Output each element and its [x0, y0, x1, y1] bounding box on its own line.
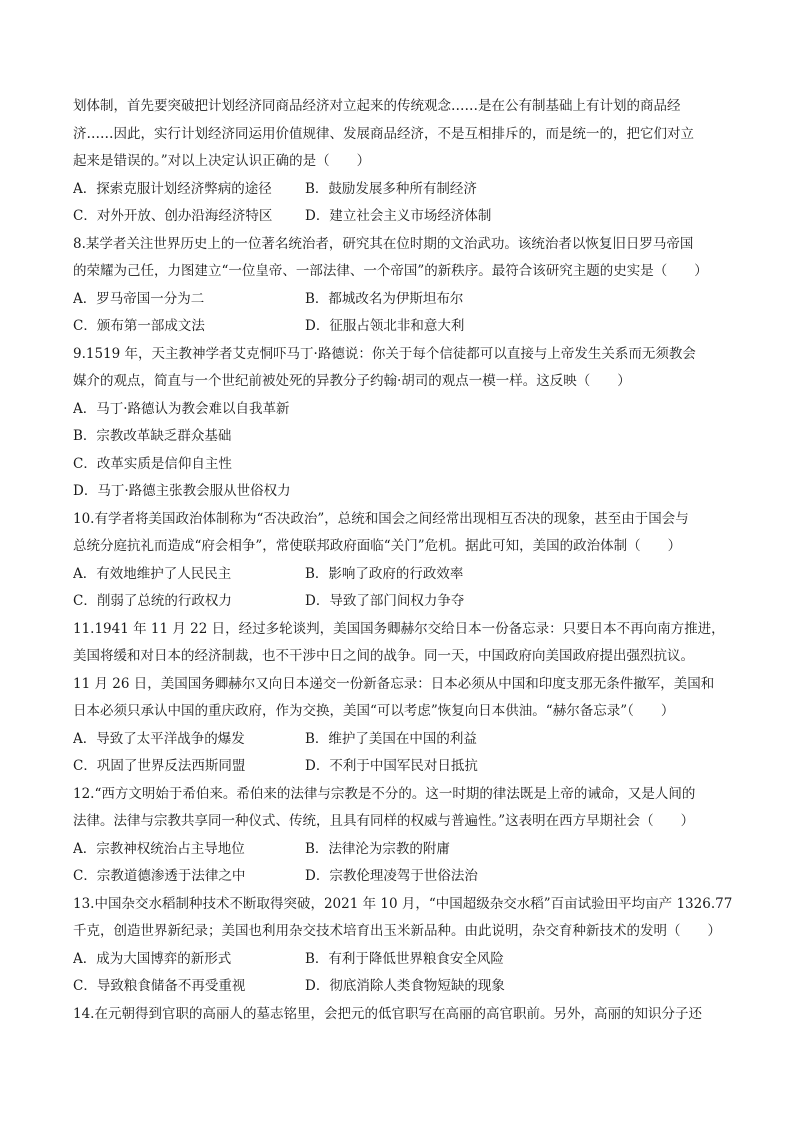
q12-option-d[interactable]: D．宗教伦理凌驾于世俗法治 — [305, 868, 478, 884]
q11-text-line-1: 11.1941 年 11 月 22 日，经过多轮谈判，美国国务卿赫尔交给日本一份备忘录：只要日本不再向南方推进， — [73, 621, 725, 637]
q13-option-d[interactable]: D．彻底消除人类食物短缺的现象 — [305, 978, 505, 994]
q11-option-c[interactable]: C．巩固了世界反法西斯同盟 — [73, 758, 246, 774]
q11-text-line-2: 美国将缓和对日本的经济制裁，也不干涉中日之间的战争。同一天，中国政府向美国政府提出强烈抗议。 — [73, 648, 694, 664]
q13-text-line-2: 千克，创造世界新纪录；美国也利用杂交技术培育出玉米新品种。由此说明，杂交育种新技术的发明（ ） — [73, 923, 721, 939]
q9-option-a[interactable]: A．马丁·路德认为教会难以自我革新 — [73, 401, 290, 417]
q9-option-d[interactable]: D．马丁·路德主张教会服从世俗权力 — [73, 483, 291, 499]
q8-option-a[interactable]: A．罗马帝国一分为二 — [73, 291, 205, 307]
q10-option-d[interactable]: D．导致了部门间权力争夺 — [305, 593, 465, 609]
q14-text-line-1: 14.在元朝得到官职的高丽人的墓志铭里，会把元的低官职写在高丽的高官职前。另外，高丽的知识分子还 — [73, 1006, 702, 1022]
q10-option-b[interactable]: B．影响了政府的行政效率 — [305, 566, 464, 582]
q7-option-a[interactable]: A．探索克服计划经济弊病的途径 — [73, 181, 272, 197]
q7-option-d[interactable]: D．建立社会主义市场经济体制 — [305, 208, 492, 224]
q8-option-d[interactable]: D．征服占领北非和意大利 — [305, 318, 465, 334]
q9-text-line-2: 媒介的观点，简直与一个世纪前被处死的异教分子约翰·胡司的观点一模一样。这反映（ ） — [73, 373, 631, 389]
q12-text-line-1: 12.“西方文明始于希伯来。希伯来的法律与宗教是不分的。这一时期的律法既是上帝的诫命，又是人间的 — [73, 786, 696, 802]
q11-option-d[interactable]: D．不利于中国军民对日抵抗 — [305, 758, 478, 774]
q7-text-line-1: 划体制，首先要突破把计划经济同商品经济对立起来的传统观念……是在公有制基础上有计划的商品经 — [73, 98, 681, 114]
q9-option-c[interactable]: C．改革实质是信仰自主性 — [73, 456, 232, 472]
q7-option-b[interactable]: B．鼓励发展多种所有制经济 — [305, 181, 477, 197]
q8-option-b[interactable]: B．都城改名为伊斯坦布尔 — [305, 291, 464, 307]
q11-text-line-3: 11 月 26 日，美国国务卿赫尔又向日本递交一份新备忘录：日本必须从中国和印度支那无条件撤军，美国和 — [73, 676, 715, 692]
q10-text-line-1: 10.有学者将美国政治体制称为“否决政治”，总统和国会之间经常出现相互否决的现象，甚至由于国会与 — [73, 511, 689, 527]
q9-option-b[interactable]: B．宗教改革缺乏群众基础 — [73, 428, 232, 444]
q13-option-a[interactable]: A．成为大国博弈的新形式 — [73, 951, 232, 967]
q11-option-a[interactable]: A．导致了太平洋战争的爆发 — [73, 731, 245, 747]
q7-option-c[interactable]: C．对外开放、创办沿海经济特区 — [73, 208, 273, 224]
q10-option-a[interactable]: A．有效地维护了人民民主 — [73, 566, 232, 582]
q10-text-line-2: 总统分庭抗礼而造成“府会相争”，常使联邦政府面临“关门”危机。据此可知，美国的政治体制（ ） — [73, 538, 682, 554]
q11-text-line-4: 日本必须只承认中国的重庆政府，作为交换，美国“可以考虑”恢复向日本供油。“赫尔备忘录”（ ） — [73, 703, 675, 719]
q9-text-line-1: 9.1519 年，天主教神学者艾克恫吓马丁·路德说：你关于每个信徒都可以直接与上帝发生关系而无须教会 — [73, 346, 696, 362]
q8-text-line-2: 的荣耀为己任，力图建立“一位皇帝、一部法律、一个帝国”的新秩序。最符合该研究主题的史实是（ ） — [73, 263, 708, 279]
q12-option-c[interactable]: C．宗教道德渗透于法律之中 — [73, 868, 246, 884]
q7-text-line-2: 济……因此，实行计划经济同运用价值规律、发展商品经济，不是互相排斥的，而是统一的，把它们对立 — [73, 126, 694, 142]
q13-text-line-1: 13.中国杂交水稻制种技术不断取得突破，2021 年 10 月，“中国超级杂交水稻”百亩试验田平均亩产 1326.77 — [73, 896, 733, 912]
q8-option-c[interactable]: C．颁布第一部成文法 — [73, 318, 205, 334]
q12-option-b[interactable]: B．法律沦为宗教的附庸 — [305, 841, 450, 857]
q7-text-line-3: 起来是错误的。”对以上决定认识正确的是（ ） — [73, 153, 371, 169]
q13-option-b[interactable]: B．有利于降低世界粮食安全风险 — [305, 951, 504, 967]
q10-option-c[interactable]: C．削弱了总统的行政权力 — [73, 593, 232, 609]
q12-option-a[interactable]: A．宗教神权统治占主导地位 — [73, 841, 245, 857]
q12-text-line-2: 法律。法律与宗教共享同一种仪式、传统，且具有同样的权威与普遍性。”这表明在西方早期社会（ ） — [73, 813, 695, 829]
q11-option-b[interactable]: B．维护了美国在中国的利益 — [305, 731, 477, 747]
q8-text-line-1: 8.某学者关注世界历史上的一位著名统治者，研究其在位时期的文治武功。该统治者以恢复旧日罗马帝国 — [73, 236, 694, 252]
q13-option-c[interactable]: C．导致粮食储备不再受重视 — [73, 978, 246, 994]
